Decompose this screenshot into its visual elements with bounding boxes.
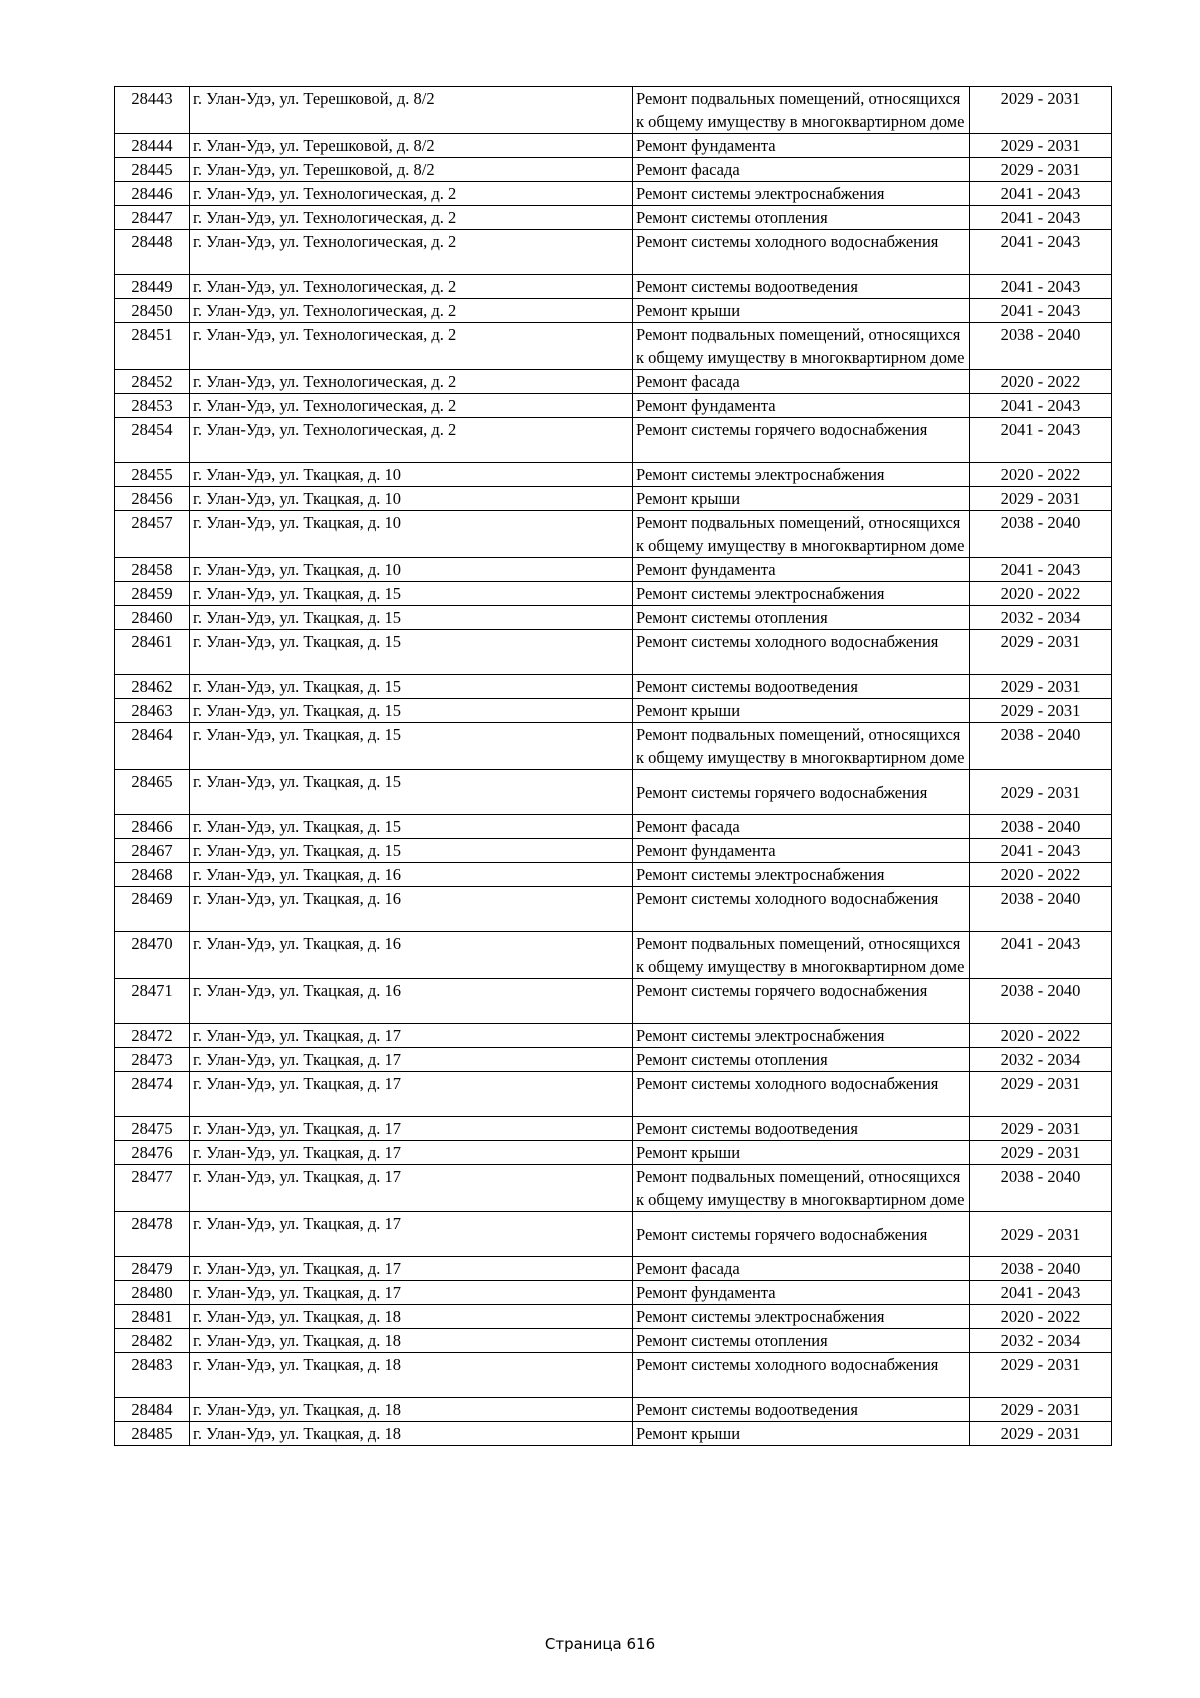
row-period: 2029 - 2031 xyxy=(970,1422,1112,1446)
row-number: 28448 xyxy=(115,230,190,275)
table-row xyxy=(115,275,1112,299)
row-address: г. Улан-Удэ, ул. Ткацкая, д. 16 xyxy=(190,887,633,932)
row-address: г. Улан-Удэ, ул. Ткацкая, д. 15 xyxy=(190,630,633,675)
table-row xyxy=(115,1165,1112,1212)
row-work-type: Ремонт системы холодного водоснабжения xyxy=(633,630,970,675)
row-address: г. Улан-Удэ, ул. Технологическая, д. 2 xyxy=(190,275,633,299)
row-period: 2020 - 2022 xyxy=(970,863,1112,887)
row-address: г. Улан-Удэ, ул. Технологическая, д. 2 xyxy=(190,418,633,463)
table-row xyxy=(115,1353,1112,1398)
table-row xyxy=(115,1212,1112,1257)
row-work-type: Ремонт системы горячего водоснабжения xyxy=(633,418,970,463)
row-period: 2029 - 2031 xyxy=(970,675,1112,699)
table-row xyxy=(115,863,1112,887)
row-period: 2029 - 2031 xyxy=(970,1353,1112,1398)
table-row xyxy=(115,134,1112,158)
row-number: 28457 xyxy=(115,511,190,558)
row-work-type: Ремонт подвальных помещений, относящихся к общему имуществу в многоквартирном доме xyxy=(633,87,970,134)
row-work-type: Ремонт системы водоотведения xyxy=(633,275,970,299)
row-address: г. Улан-Удэ, ул. Терешковой, д. 8/2 xyxy=(190,134,633,158)
row-period: 2020 - 2022 xyxy=(970,582,1112,606)
table-row xyxy=(115,323,1112,370)
row-number: 28475 xyxy=(115,1117,190,1141)
table-row xyxy=(115,606,1112,630)
row-number: 28463 xyxy=(115,699,190,723)
row-period: 2041 - 2043 xyxy=(970,299,1112,323)
row-address: г. Улан-Удэ, ул. Ткацкая, д. 17 xyxy=(190,1212,633,1257)
row-address: г. Улан-Удэ, ул. Ткацкая, д. 10 xyxy=(190,558,633,582)
row-period: 2029 - 2031 xyxy=(970,770,1112,815)
row-number: 28479 xyxy=(115,1257,190,1281)
row-work-type: Ремонт крыши xyxy=(633,299,970,323)
row-address: г. Улан-Удэ, ул. Терешковой, д. 8/2 xyxy=(190,87,633,134)
row-period: 2029 - 2031 xyxy=(970,134,1112,158)
row-period: 2029 - 2031 xyxy=(970,699,1112,723)
row-number: 28472 xyxy=(115,1024,190,1048)
repair-schedule-table xyxy=(114,86,1112,1446)
table-row xyxy=(115,463,1112,487)
row-number: 28471 xyxy=(115,979,190,1024)
row-work-type: Ремонт подвальных помещений, относящихся к общему имуществу в многоквартирном доме xyxy=(633,932,970,979)
table-row xyxy=(115,979,1112,1024)
table-row xyxy=(115,630,1112,675)
row-work-type: Ремонт фундамента xyxy=(633,839,970,863)
row-period: 2041 - 2043 xyxy=(970,839,1112,863)
table-row xyxy=(115,1141,1112,1165)
row-period: 2041 - 2043 xyxy=(970,1281,1112,1305)
table-row xyxy=(115,1398,1112,1422)
row-number: 28476 xyxy=(115,1141,190,1165)
row-period: 2041 - 2043 xyxy=(970,230,1112,275)
table-row xyxy=(115,511,1112,558)
table-row xyxy=(115,418,1112,463)
table-row xyxy=(115,770,1112,815)
row-address: г. Улан-Удэ, ул. Ткацкая, д. 18 xyxy=(190,1422,633,1446)
row-address: г. Улан-Удэ, ул. Технологическая, д. 2 xyxy=(190,394,633,418)
row-number: 28459 xyxy=(115,582,190,606)
row-period: 2029 - 2031 xyxy=(970,1212,1112,1257)
row-period: 2038 - 2040 xyxy=(970,815,1112,839)
table-row xyxy=(115,1117,1112,1141)
table-row xyxy=(115,1048,1112,1072)
row-address: г. Улан-Удэ, ул. Ткацкая, д. 17 xyxy=(190,1117,633,1141)
row-period: 2041 - 2043 xyxy=(970,394,1112,418)
row-work-type: Ремонт фасада xyxy=(633,370,970,394)
row-number: 28474 xyxy=(115,1072,190,1117)
table-row xyxy=(115,1024,1112,1048)
row-number: 28467 xyxy=(115,839,190,863)
row-period: 2020 - 2022 xyxy=(970,1024,1112,1048)
row-period: 2041 - 2043 xyxy=(970,206,1112,230)
row-period: 2041 - 2043 xyxy=(970,275,1112,299)
row-number: 28468 xyxy=(115,863,190,887)
table-row xyxy=(115,299,1112,323)
row-number: 28470 xyxy=(115,932,190,979)
table-row xyxy=(115,87,1112,134)
row-work-type: Ремонт системы холодного водоснабжения xyxy=(633,230,970,275)
table-row xyxy=(115,158,1112,182)
row-period: 2032 - 2034 xyxy=(970,1048,1112,1072)
row-period: 2038 - 2040 xyxy=(970,979,1112,1024)
row-work-type: Ремонт подвальных помещений, относящихся к общему имуществу в многоквартирном доме xyxy=(633,323,970,370)
row-number: 28462 xyxy=(115,675,190,699)
row-number: 28477 xyxy=(115,1165,190,1212)
row-period: 2029 - 2031 xyxy=(970,1072,1112,1117)
row-number: 28482 xyxy=(115,1329,190,1353)
row-number: 28461 xyxy=(115,630,190,675)
table-row xyxy=(115,815,1112,839)
row-address: г. Улан-Удэ, ул. Технологическая, д. 2 xyxy=(190,206,633,230)
row-number: 28473 xyxy=(115,1048,190,1072)
row-work-type: Ремонт подвальных помещений, относящихся к общему имуществу в многоквартирном доме xyxy=(633,511,970,558)
row-work-type: Ремонт системы холодного водоснабжения xyxy=(633,1353,970,1398)
row-address: г. Улан-Удэ, ул. Ткацкая, д. 18 xyxy=(190,1353,633,1398)
table-row xyxy=(115,887,1112,932)
row-period: 2020 - 2022 xyxy=(970,463,1112,487)
row-work-type: Ремонт системы водоотведения xyxy=(633,675,970,699)
row-number: 28484 xyxy=(115,1398,190,1422)
row-number: 28465 xyxy=(115,770,190,815)
row-address: г. Улан-Удэ, ул. Ткацкая, д. 15 xyxy=(190,839,633,863)
row-work-type: Ремонт системы горячего водоснабжения xyxy=(633,979,970,1024)
row-work-type: Ремонт системы электроснабжения xyxy=(633,182,970,206)
row-work-type: Ремонт системы отопления xyxy=(633,1048,970,1072)
row-work-type: Ремонт фундамента xyxy=(633,558,970,582)
row-address: г. Улан-Удэ, ул. Ткацкая, д. 15 xyxy=(190,675,633,699)
table-row xyxy=(115,206,1112,230)
row-period: 2029 - 2031 xyxy=(970,158,1112,182)
row-address: г. Улан-Удэ, ул. Ткацкая, д. 15 xyxy=(190,606,633,630)
table-row xyxy=(115,582,1112,606)
table-row xyxy=(115,1257,1112,1281)
table-row xyxy=(115,370,1112,394)
row-period: 2038 - 2040 xyxy=(970,723,1112,770)
table-row xyxy=(115,723,1112,770)
row-address: г. Улан-Удэ, ул. Ткацкая, д. 17 xyxy=(190,1165,633,1212)
row-period: 2029 - 2031 xyxy=(970,1141,1112,1165)
row-period: 2038 - 2040 xyxy=(970,1257,1112,1281)
row-number: 28455 xyxy=(115,463,190,487)
row-number: 28450 xyxy=(115,299,190,323)
row-number: 28446 xyxy=(115,182,190,206)
row-period: 2032 - 2034 xyxy=(970,606,1112,630)
table-row xyxy=(115,558,1112,582)
row-period: 2038 - 2040 xyxy=(970,511,1112,558)
row-address: г. Улан-Удэ, ул. Технологическая, д. 2 xyxy=(190,230,633,275)
row-address: г. Улан-Удэ, ул. Ткацкая, д. 15 xyxy=(190,770,633,815)
table-row xyxy=(115,1072,1112,1117)
row-address: г. Улан-Удэ, ул. Технологическая, д. 2 xyxy=(190,299,633,323)
row-work-type: Ремонт крыши xyxy=(633,487,970,511)
row-period: 2038 - 2040 xyxy=(970,887,1112,932)
row-address: г. Улан-Удэ, ул. Ткацкая, д. 16 xyxy=(190,932,633,979)
row-work-type: Ремонт системы водоотведения xyxy=(633,1398,970,1422)
row-number: 28445 xyxy=(115,158,190,182)
row-work-type: Ремонт фундамента xyxy=(633,1281,970,1305)
row-period: 2041 - 2043 xyxy=(970,932,1112,979)
row-address: г. Улан-Удэ, ул. Технологическая, д. 2 xyxy=(190,182,633,206)
row-number: 28451 xyxy=(115,323,190,370)
row-period: 2041 - 2043 xyxy=(970,182,1112,206)
table-row xyxy=(115,699,1112,723)
table-row xyxy=(115,230,1112,275)
row-number: 28464 xyxy=(115,723,190,770)
row-period: 2029 - 2031 xyxy=(970,630,1112,675)
row-work-type: Ремонт системы отопления xyxy=(633,1329,970,1353)
row-work-type: Ремонт системы отопления xyxy=(633,206,970,230)
row-address: г. Улан-Удэ, ул. Ткацкая, д. 16 xyxy=(190,979,633,1024)
row-period: 2038 - 2040 xyxy=(970,1165,1112,1212)
row-work-type: Ремонт крыши xyxy=(633,1141,970,1165)
row-period: 2029 - 2031 xyxy=(970,1398,1112,1422)
row-address: г. Улан-Удэ, ул. Ткацкая, д. 17 xyxy=(190,1141,633,1165)
row-address: г. Улан-Удэ, ул. Ткацкая, д. 17 xyxy=(190,1024,633,1048)
row-address: г. Улан-Удэ, ул. Ткацкая, д. 16 xyxy=(190,863,633,887)
row-work-type: Ремонт системы электроснабжения xyxy=(633,463,970,487)
row-address: г. Улан-Удэ, ул. Ткацкая, д. 18 xyxy=(190,1305,633,1329)
row-address: г. Улан-Удэ, ул. Технологическая, д. 2 xyxy=(190,323,633,370)
row-number: 28469 xyxy=(115,887,190,932)
row-address: г. Улан-Удэ, ул. Ткацкая, д. 10 xyxy=(190,487,633,511)
row-work-type: Ремонт системы горячего водоснабжения xyxy=(633,770,970,815)
row-work-type: Ремонт подвальных помещений, относящихся к общему имуществу в многоквартирном доме xyxy=(633,723,970,770)
row-work-type: Ремонт системы электроснабжения xyxy=(633,1024,970,1048)
row-address: г. Улан-Удэ, ул. Ткацкая, д. 17 xyxy=(190,1048,633,1072)
row-work-type: Ремонт системы холодного водоснабжения xyxy=(633,1072,970,1117)
row-number: 28485 xyxy=(115,1422,190,1446)
row-number: 28458 xyxy=(115,558,190,582)
row-period: 2029 - 2031 xyxy=(970,87,1112,134)
row-address: г. Улан-Удэ, ул. Ткацкая, д. 18 xyxy=(190,1329,633,1353)
row-number: 28466 xyxy=(115,815,190,839)
row-number: 28443 xyxy=(115,87,190,134)
table-row xyxy=(115,182,1112,206)
row-number: 28454 xyxy=(115,418,190,463)
row-work-type: Ремонт крыши xyxy=(633,699,970,723)
row-address: г. Улан-Удэ, ул. Ткацкая, д. 10 xyxy=(190,511,633,558)
row-number: 28453 xyxy=(115,394,190,418)
row-address: г. Улан-Удэ, ул. Терешковой, д. 8/2 xyxy=(190,158,633,182)
row-number: 28456 xyxy=(115,487,190,511)
row-work-type: Ремонт фасада xyxy=(633,158,970,182)
row-work-type: Ремонт фасада xyxy=(633,815,970,839)
table-row xyxy=(115,1329,1112,1353)
row-work-type: Ремонт фасада xyxy=(633,1257,970,1281)
row-period: 2038 - 2040 xyxy=(970,323,1112,370)
row-address: г. Улан-Удэ, ул. Ткацкая, д. 17 xyxy=(190,1072,633,1117)
row-address: г. Улан-Удэ, ул. Ткацкая, д. 15 xyxy=(190,582,633,606)
row-number: 28478 xyxy=(115,1212,190,1257)
row-address: г. Улан-Удэ, ул. Ткацкая, д. 15 xyxy=(190,815,633,839)
row-number: 28483 xyxy=(115,1353,190,1398)
row-number: 28460 xyxy=(115,606,190,630)
row-address: г. Улан-Удэ, ул. Ткацкая, д. 17 xyxy=(190,1257,633,1281)
row-period: 2032 - 2034 xyxy=(970,1329,1112,1353)
table-row xyxy=(115,932,1112,979)
row-work-type: Ремонт подвальных помещений, относящихся к общему имуществу в многоквартирном доме xyxy=(633,1165,970,1212)
row-number: 28444 xyxy=(115,134,190,158)
table-row xyxy=(115,394,1112,418)
row-work-type: Ремонт системы электроснабжения xyxy=(633,1305,970,1329)
row-period: 2020 - 2022 xyxy=(970,370,1112,394)
row-number: 28449 xyxy=(115,275,190,299)
row-address: г. Улан-Удэ, ул. Ткацкая, д. 18 xyxy=(190,1398,633,1422)
row-address: г. Улан-Удэ, ул. Ткацкая, д. 10 xyxy=(190,463,633,487)
row-number: 28481 xyxy=(115,1305,190,1329)
row-work-type: Ремонт фундамента xyxy=(633,394,970,418)
table-row xyxy=(115,675,1112,699)
row-work-type: Ремонт системы горячего водоснабжения xyxy=(633,1212,970,1257)
row-address: г. Улан-Удэ, ул. Технологическая, д. 2 xyxy=(190,370,633,394)
row-work-type: Ремонт системы отопления xyxy=(633,606,970,630)
row-work-type: Ремонт системы холодного водоснабжения xyxy=(633,887,970,932)
table-body xyxy=(115,87,1112,1446)
row-period: 2041 - 2043 xyxy=(970,418,1112,463)
page-number: Страница 616 xyxy=(544,1635,656,1653)
row-address: г. Улан-Удэ, ул. Ткацкая, д. 15 xyxy=(190,723,633,770)
row-work-type: Ремонт фундамента xyxy=(633,134,970,158)
row-work-type: Ремонт системы электроснабжения xyxy=(633,582,970,606)
table-row xyxy=(115,1305,1112,1329)
table-row xyxy=(115,487,1112,511)
row-work-type: Ремонт системы электроснабжения xyxy=(633,863,970,887)
row-address: г. Улан-Удэ, ул. Ткацкая, д. 17 xyxy=(190,1281,633,1305)
table-row xyxy=(115,839,1112,863)
row-period: 2029 - 2031 xyxy=(970,1117,1112,1141)
table-row xyxy=(115,1422,1112,1446)
row-number: 28480 xyxy=(115,1281,190,1305)
row-period: 2020 - 2022 xyxy=(970,1305,1112,1329)
row-work-type: Ремонт системы водоотведения xyxy=(633,1117,970,1141)
row-number: 28447 xyxy=(115,206,190,230)
row-period: 2029 - 2031 xyxy=(970,487,1112,511)
row-work-type: Ремонт крыши xyxy=(633,1422,970,1446)
table-row xyxy=(115,1281,1112,1305)
row-period: 2041 - 2043 xyxy=(970,558,1112,582)
row-address: г. Улан-Удэ, ул. Ткацкая, д. 15 xyxy=(190,699,633,723)
row-number: 28452 xyxy=(115,370,190,394)
